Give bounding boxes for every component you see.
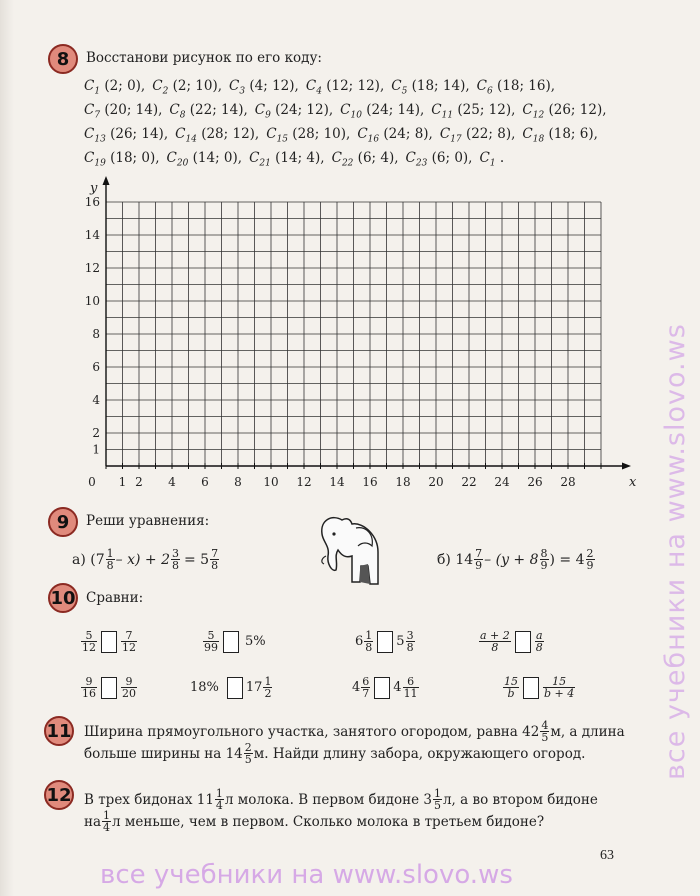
frac-num: 1 xyxy=(264,675,272,688)
y-tick-label: 12 xyxy=(84,261,100,275)
frac-num: 6 xyxy=(403,676,419,688)
x-tick-label: 6 xyxy=(201,475,209,489)
x-tick-label: 1 xyxy=(118,475,127,489)
compare-r2-c3 xyxy=(352,676,420,699)
whole-part: 4 xyxy=(352,680,361,695)
frac-num: 3 xyxy=(406,629,414,642)
point-code-line xyxy=(84,150,511,169)
frac-den: 12 xyxy=(82,641,96,654)
y-tick-label: 10 xyxy=(84,294,100,308)
point-code: $C_{20}$ (14; 0), xyxy=(166,150,243,169)
compare-r2-c1 xyxy=(80,676,138,699)
task11-text: больше ширины на 14 xyxy=(84,745,243,762)
frac-den: 4 xyxy=(215,799,223,812)
whole-part: 17 xyxy=(245,680,263,695)
eq-b-frac3-num: 2 xyxy=(586,547,594,560)
frac-num: a + 2 xyxy=(480,629,510,642)
x-tick-label: 12 xyxy=(296,475,312,489)
task11-text: Ширина прямоугольного участка, занятого огородом, равна 42 xyxy=(84,723,540,740)
eq-a-mid1: – x) + 2 xyxy=(115,551,170,568)
point-code: $C_7$ (20; 14), xyxy=(84,102,163,121)
compare-box[interactable] xyxy=(101,631,117,653)
point-code: $C_{21}$ (14; 4), xyxy=(249,150,325,169)
eq-a-mid2: = 5 xyxy=(184,551,210,568)
compare-box[interactable] xyxy=(374,677,390,699)
compare-r2-c4 xyxy=(502,676,576,699)
task12-text: л молока. В первом бидоне 3 xyxy=(224,791,432,808)
task9-instruction: Реши уравнения: xyxy=(86,513,210,529)
point-code: $C_1$ (2; 0), xyxy=(84,78,146,97)
point-code-line xyxy=(84,102,614,121)
frac-num: 15 xyxy=(504,675,518,688)
y-tick-label: 14 xyxy=(84,228,100,242)
point-code: $C_{18}$ (18; 6), xyxy=(522,126,598,145)
frac-den: 11 xyxy=(403,687,418,700)
coordinate-grid xyxy=(70,170,690,500)
task-number-12: 12 xyxy=(44,780,74,810)
task-number-11: 11 xyxy=(44,716,74,746)
frac-den: 5 xyxy=(541,731,549,744)
point-code: $C_{23}$ (6; 0), xyxy=(405,150,473,169)
y-tick-label: 6 xyxy=(92,360,100,374)
point-code: $C_{14}$ (28; 12), xyxy=(175,126,260,145)
x-tick-label: 10 xyxy=(263,475,279,489)
frac-den: 8 xyxy=(406,641,414,654)
frac-den: 16 xyxy=(82,687,96,700)
task12-line2 xyxy=(84,810,544,833)
task11-text: м, а длина xyxy=(550,723,625,740)
y-tick-label: 16 xyxy=(84,195,100,209)
point-code: $C_{12}$ (26; 12), xyxy=(522,102,607,121)
frac-num: 5 xyxy=(81,630,97,642)
eq-b-mid1: – (y + 8 xyxy=(484,551,539,568)
compare-box[interactable] xyxy=(515,631,531,653)
x-tick-label: 20 xyxy=(428,475,444,489)
point-code-line xyxy=(84,78,562,97)
task12-text: на xyxy=(84,813,102,830)
point-code: $C_{10}$ (24; 14), xyxy=(340,102,425,121)
whole-part: 5 xyxy=(396,634,405,649)
compare-r1-c1 xyxy=(80,630,138,653)
point-code: $C_{15}$ (28; 10), xyxy=(266,126,351,145)
eq-a-frac3-num: 7 xyxy=(211,547,219,560)
frac-den: 5 xyxy=(244,753,252,766)
frac-den: 8 xyxy=(491,641,499,654)
frac-den: b + 4 xyxy=(544,687,575,700)
eq-b-mid2: ) = 4 xyxy=(549,551,585,568)
x-axis-arrow xyxy=(622,463,631,470)
eq-b-frac1-den: 9 xyxy=(475,559,483,572)
task12-text: л меньше, чем в первом. Сколько молока в третьем бидоне? xyxy=(112,813,545,830)
point-code: $C_1$ . xyxy=(479,150,505,169)
y-axis-arrow xyxy=(103,176,110,185)
compare-r1-c2 xyxy=(202,630,266,653)
point-code: $C_4$ (12; 12), xyxy=(305,78,385,97)
point-code: $C_6$ (18; 16), xyxy=(476,78,556,97)
frac-num: 1 xyxy=(365,629,373,642)
equation-a xyxy=(72,548,220,571)
task10-instruction: Сравни: xyxy=(86,590,144,606)
frac-den: 8 xyxy=(535,641,543,654)
whole-part: 4 xyxy=(393,680,402,695)
frac-num: 2 xyxy=(244,741,252,754)
frac-num: 15 xyxy=(543,676,575,688)
page-number: 63 xyxy=(600,848,614,863)
x-tick-label: 4 xyxy=(168,475,176,489)
frac-num: 7 xyxy=(121,630,137,642)
compare-box[interactable] xyxy=(377,631,393,653)
eq-b-prefix: б) 14 xyxy=(437,551,474,568)
point-code: $C_9$ (24; 12), xyxy=(254,102,334,121)
task-number-8: 8 xyxy=(48,44,78,74)
frac-den: 99 xyxy=(204,641,218,654)
whole-part: 6 xyxy=(355,634,364,649)
x-tick-label: 14 xyxy=(329,475,345,489)
eq-a-frac1-den: 8 xyxy=(106,559,114,572)
task11-line2 xyxy=(84,742,585,765)
page-edge xyxy=(0,0,14,896)
y-axis-label: y xyxy=(90,181,98,196)
point-code: $C_{17}$ (22; 8), xyxy=(439,126,516,145)
frac-num: 6 xyxy=(362,675,370,688)
task12-text: л, а во втором бидоне xyxy=(442,791,598,808)
y-tick-label: 8 xyxy=(92,327,100,341)
frac-den: 2 xyxy=(264,687,272,700)
watermark-bottom: все учебники на www.slovo.ws xyxy=(100,860,513,890)
eq-a-frac3-den: 8 xyxy=(211,559,219,572)
eq-b-frac1-num: 7 xyxy=(475,547,483,560)
compare-box[interactable] xyxy=(227,677,243,699)
frac-den: 7 xyxy=(362,687,370,700)
frac-den: 5 xyxy=(433,799,441,812)
frac-num: 9 xyxy=(81,676,97,688)
point-code-line xyxy=(84,126,605,145)
frac-num: 1 xyxy=(103,809,111,822)
eq-b-frac2-num: 8 xyxy=(540,547,548,560)
compare-box[interactable] xyxy=(223,631,239,653)
frac-num: 5 xyxy=(203,630,219,642)
x-tick-label: 22 xyxy=(461,475,477,489)
task-number-9: 9 xyxy=(48,507,78,537)
frac-den: b xyxy=(507,687,515,700)
watermark-vertical: все учебники на www.slovo.ws xyxy=(660,323,691,780)
x-axis-label: x xyxy=(629,475,637,490)
value-text: 5% xyxy=(245,634,266,649)
task11-text: м. Найди длину забора, окружающего огород. xyxy=(253,745,586,762)
eq-b-frac3-den: 9 xyxy=(586,559,594,572)
y-tick-label: 4 xyxy=(92,393,100,407)
point-code: $C_{11}$ (25; 12), xyxy=(431,102,516,121)
elephant-illustration xyxy=(312,512,382,587)
y-tick-label: 2 xyxy=(92,426,100,440)
frac-num: 1 xyxy=(215,787,223,800)
eq-a-prefix: а) (7 xyxy=(72,551,105,568)
point-code: $C_{19}$ (18; 0), xyxy=(84,150,160,169)
y-tick-label: 1 xyxy=(92,442,100,457)
task8-instruction: Восстанови рисунок по его коду: xyxy=(86,50,322,66)
compare-box[interactable] xyxy=(101,677,117,699)
task11-line1 xyxy=(84,720,625,743)
compare-r1-c3 xyxy=(355,630,416,653)
eq-a-frac1-num: 1 xyxy=(106,547,114,560)
frac-num: 1 xyxy=(433,787,441,800)
x-tick-label: 24 xyxy=(494,475,510,489)
x-tick-label: 2 xyxy=(135,475,143,489)
x-tick-label: 28 xyxy=(560,475,576,489)
point-code: $C_2$ (2; 10), xyxy=(152,78,223,97)
x-tick-label: 0 xyxy=(88,475,96,489)
point-code: $C_5$ (18; 14), xyxy=(391,78,470,97)
frac-den: 20 xyxy=(122,687,136,700)
x-tick-label: 8 xyxy=(234,475,242,489)
compare-r1-c4 xyxy=(478,630,545,653)
point-code: $C_{22}$ (6; 4), xyxy=(331,150,399,169)
eq-a-frac2-num: 3 xyxy=(172,547,179,560)
compare-box[interactable] xyxy=(523,677,539,699)
frac-den: 12 xyxy=(122,641,136,654)
x-tick-label: 16 xyxy=(362,475,378,489)
task-number-10: 10 xyxy=(48,583,78,613)
eq-b-frac2-den: 9 xyxy=(540,559,548,572)
frac-den: 4 xyxy=(103,821,111,834)
task12-text: В трех бидонах 11 xyxy=(84,791,214,808)
x-tick-label: 26 xyxy=(527,475,543,489)
x-tick-label: 18 xyxy=(395,475,411,489)
value-text: 18% xyxy=(190,680,219,695)
frac-num: 4 xyxy=(541,719,549,732)
task12-line1 xyxy=(84,788,598,811)
compare-r2-c2 xyxy=(190,676,273,699)
point-code: $C_8$ (22; 14), xyxy=(169,102,248,121)
point-code: $C_{16}$ (24; 8), xyxy=(357,126,433,145)
eq-a-frac2-den: 8 xyxy=(172,559,179,572)
frac-num: 9 xyxy=(121,676,137,688)
frac-den: 8 xyxy=(365,641,373,654)
frac-num: a xyxy=(536,629,543,642)
point-code: $C_3$ (4; 12), xyxy=(229,78,299,97)
point-code: $C_{13}$ (26; 14), xyxy=(84,126,169,145)
equation-b xyxy=(437,548,596,571)
